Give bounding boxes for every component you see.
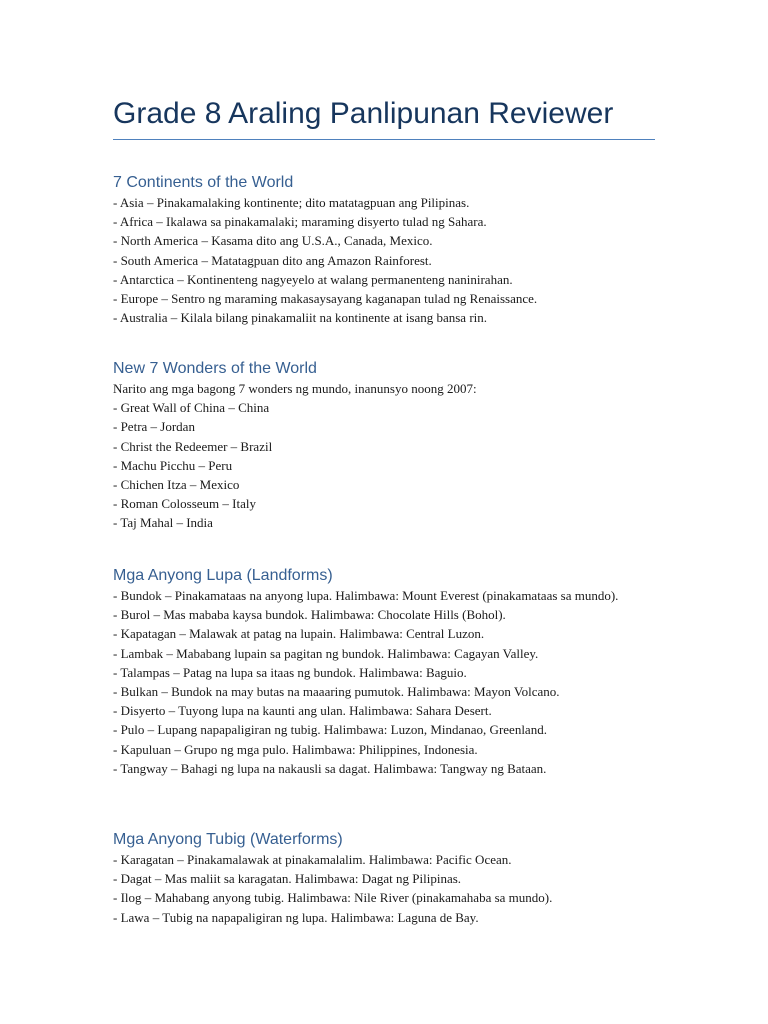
section-lines [113, 586, 673, 778]
section-heading: New 7 Wonders of the World [113, 360, 317, 377]
list-item: - Bulkan – Bundok na may butas na maaaring pumutok. Halimbawa: Mayon Volcano. [113, 684, 560, 700]
list-item: - Kapatagan – Malawak at patag na lupain. Halimbawa: Central Luzon. [113, 626, 485, 642]
section-continents [113, 173, 673, 327]
list-item: - Kapuluan – Grupo ng mga pulo. Halimbawa: Philippines, Indonesia. [113, 741, 478, 757]
list-item: - Pulo – Lupang napapaligiran ng tubig. Halimbawa: Luzon, Mindanao, Greenland. [113, 722, 547, 738]
list-item: - Antarctica – Kontinenteng nagyeyelo at walang permanenteng naninirahan. [113, 271, 513, 287]
list-item: - Lawa – Tubig na napapaligiran ng lupa. Halimbawa: Laguna de Bay. [113, 909, 479, 925]
list-item: - Dagat – Mas maliit sa karagatan. Halimbawa: Dagat ng Pilipinas. [113, 871, 462, 887]
section-landforms [113, 566, 673, 778]
list-item: - Christ the Redeemer – Brazil [113, 438, 273, 454]
list-item: - Machu Picchu – Peru [113, 457, 233, 473]
list-item: - Lambak – Mababang lupain sa pagitan ng bundok. Halimbawa: Cagayan Valley. [113, 645, 539, 661]
list-item: - Europe – Sentro ng maraming makasaysayang kaganapan tulad ng Renaissance. [113, 291, 538, 307]
section-lines [113, 379, 673, 533]
list-item: - Bundok – Pinakamataas na anyong lupa. Halimbawa: Mount Everest (pinakamataas sa mundo). [113, 588, 619, 603]
section-lines [113, 850, 673, 927]
list-item: - Burol – Mas mababa kaysa bundok. Halimbawa: Chocolate Hills (Bohol). [113, 607, 506, 623]
list-item: - Talampas – Patag na lupa sa itaas ng bundok. Halimbawa: Baguio. [113, 664, 467, 680]
list-item: - Great Wall of China – China [113, 400, 270, 416]
list-item: - Roman Colosseum – Italy [113, 496, 256, 512]
list-item: Narito ang mga bagong 7 wonders ng mundo, inanunsyo noong 2007: [113, 381, 477, 396]
title-underline [113, 139, 655, 140]
list-item: - Australia – Kilala bilang pinakamaliit na kontinente at isang bansa rin. [113, 310, 488, 326]
section-heading: Mga Anyong Tubig (Waterforms) [113, 831, 343, 848]
list-item: - Disyerto – Tuyong lupa na kaunti ang ulan. Halimbawa: Sahara Desert. [113, 703, 492, 719]
document-title: Grade 8 Araling Panlipunan Reviewer [113, 97, 614, 130]
list-item: - North America – Kasama dito ang U.S.A., Canada, Mexico. [113, 233, 433, 249]
list-item: - Petra – Jordan [113, 419, 195, 435]
list-item: - Africa – Ikalawa sa pinakamalaki; maraming disyerto tulad ng Sahara. [113, 214, 487, 230]
section-heading: 7 Continents of the World [113, 174, 294, 191]
section-waterforms [113, 830, 673, 927]
list-item: - Chichen Itza – Mexico [113, 477, 240, 493]
list-item: - South America – Matatagpuan dito ang Amazon Rainforest. [113, 252, 432, 268]
list-item: - Karagatan – Pinakamalawak at pinakamalalim. Halimbawa: Pacific Ocean. [113, 852, 512, 867]
list-item: - Asia – Pinakamalaking kontinente; dito matatagpuan ang Pilipinas. [113, 195, 470, 210]
list-item: - Tangway – Bahagi ng lupa na nakausli sa dagat. Halimbawa: Tangway ng Bataan. [113, 760, 547, 776]
section-lines [113, 193, 673, 327]
section-wonders [113, 359, 673, 533]
section-heading: Mga Anyong Lupa (Landforms) [113, 567, 333, 584]
list-item: - Ilog – Mahabang anyong tubig. Halimbawa: Nile River (pinakamahaba sa mundo). [113, 890, 553, 906]
list-item: - Taj Mahal – India [113, 515, 213, 531]
